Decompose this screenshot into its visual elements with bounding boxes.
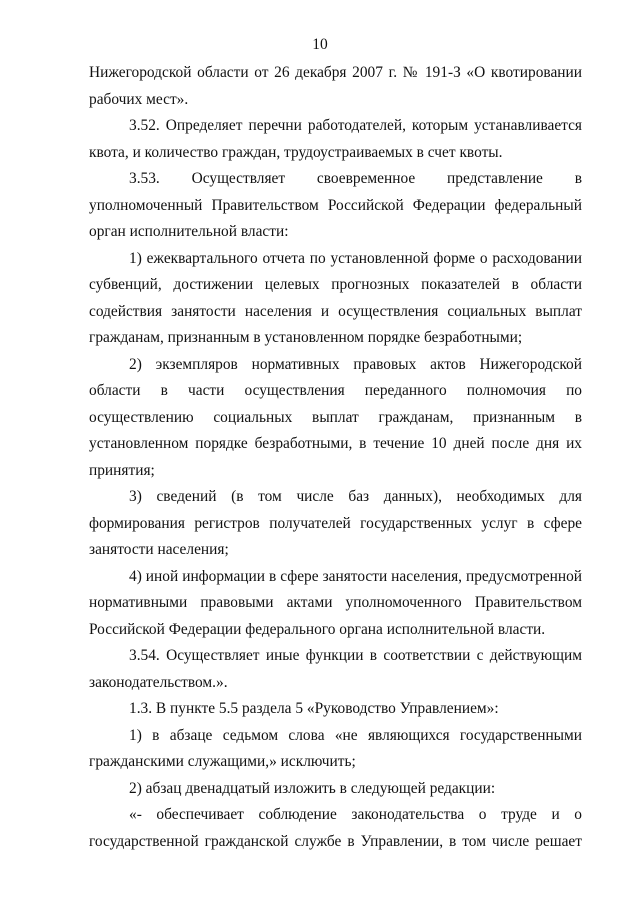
quoted-paragraph: «- обеспечивает соблюдение законодательства о труде и о государственной гражданской службе в Управлении, в том числе решает <box>89 806 582 850</box>
amendment-item-1: 1) в абзаце седьмом слова «не являющихся государственными гражданскими служащими,» исключить; <box>89 726 582 770</box>
paragraph-3-52: 3.52. Определяет перечни работодателей, которым устанавливается квота, и количество граждан, трудоустраиваемых в счет квоты. <box>89 117 582 161</box>
paragraph-continuation: Нижегородской области от 26 декабря 2007 г. № 191-З «О квотировании рабочих мест». <box>89 64 582 108</box>
document-body <box>89 60 582 855</box>
paragraph-3-53: 3.53. Осуществляет своевременное представление в уполномоченный Правительством Российской Федерации федеральный орган исполнительной власти: <box>89 170 582 240</box>
list-item-4: 4) иной информации в сфере занятости населения, предусмотренной нормативными правовыми актами уполномоченного Правительством Российской Федерации федерального органа исполнительной власти. <box>89 567 582 638</box>
list-item-1: 1) ежеквартального отчета по установленной форме о расходовании субвенций, достижении целевых прогнозных показателей в области содействия занятости населения и осуществления социальных выплат гражданам, признанным в установленном порядке безработными; <box>89 249 582 346</box>
page-number: 10 <box>312 36 328 53</box>
list-item-3: 3) сведений (в том числе баз данных), необходимых для формирования регистров получателей государственных услуг в сфере занятости населения; <box>89 488 582 558</box>
list-item-2: 2) экземпляров нормативных правовых актов Нижегородской области в части осуществления переданного полномочия по осуществлению социальных выплат гражданам, признанным в установленном порядке безработными, в течение 10 дней после дня их принятия; <box>89 355 582 479</box>
amendment-item-2: 2) абзац двенадцатый изложить в следующей редакции: <box>129 779 496 797</box>
paragraph-3-54: 3.54. Осуществляет иные функции в соответствии с действующим законодательством.». <box>89 647 582 691</box>
paragraph-1-3: 1.3. В пункте 5.5 раздела 5 «Руководство Управлением»: <box>129 700 499 717</box>
